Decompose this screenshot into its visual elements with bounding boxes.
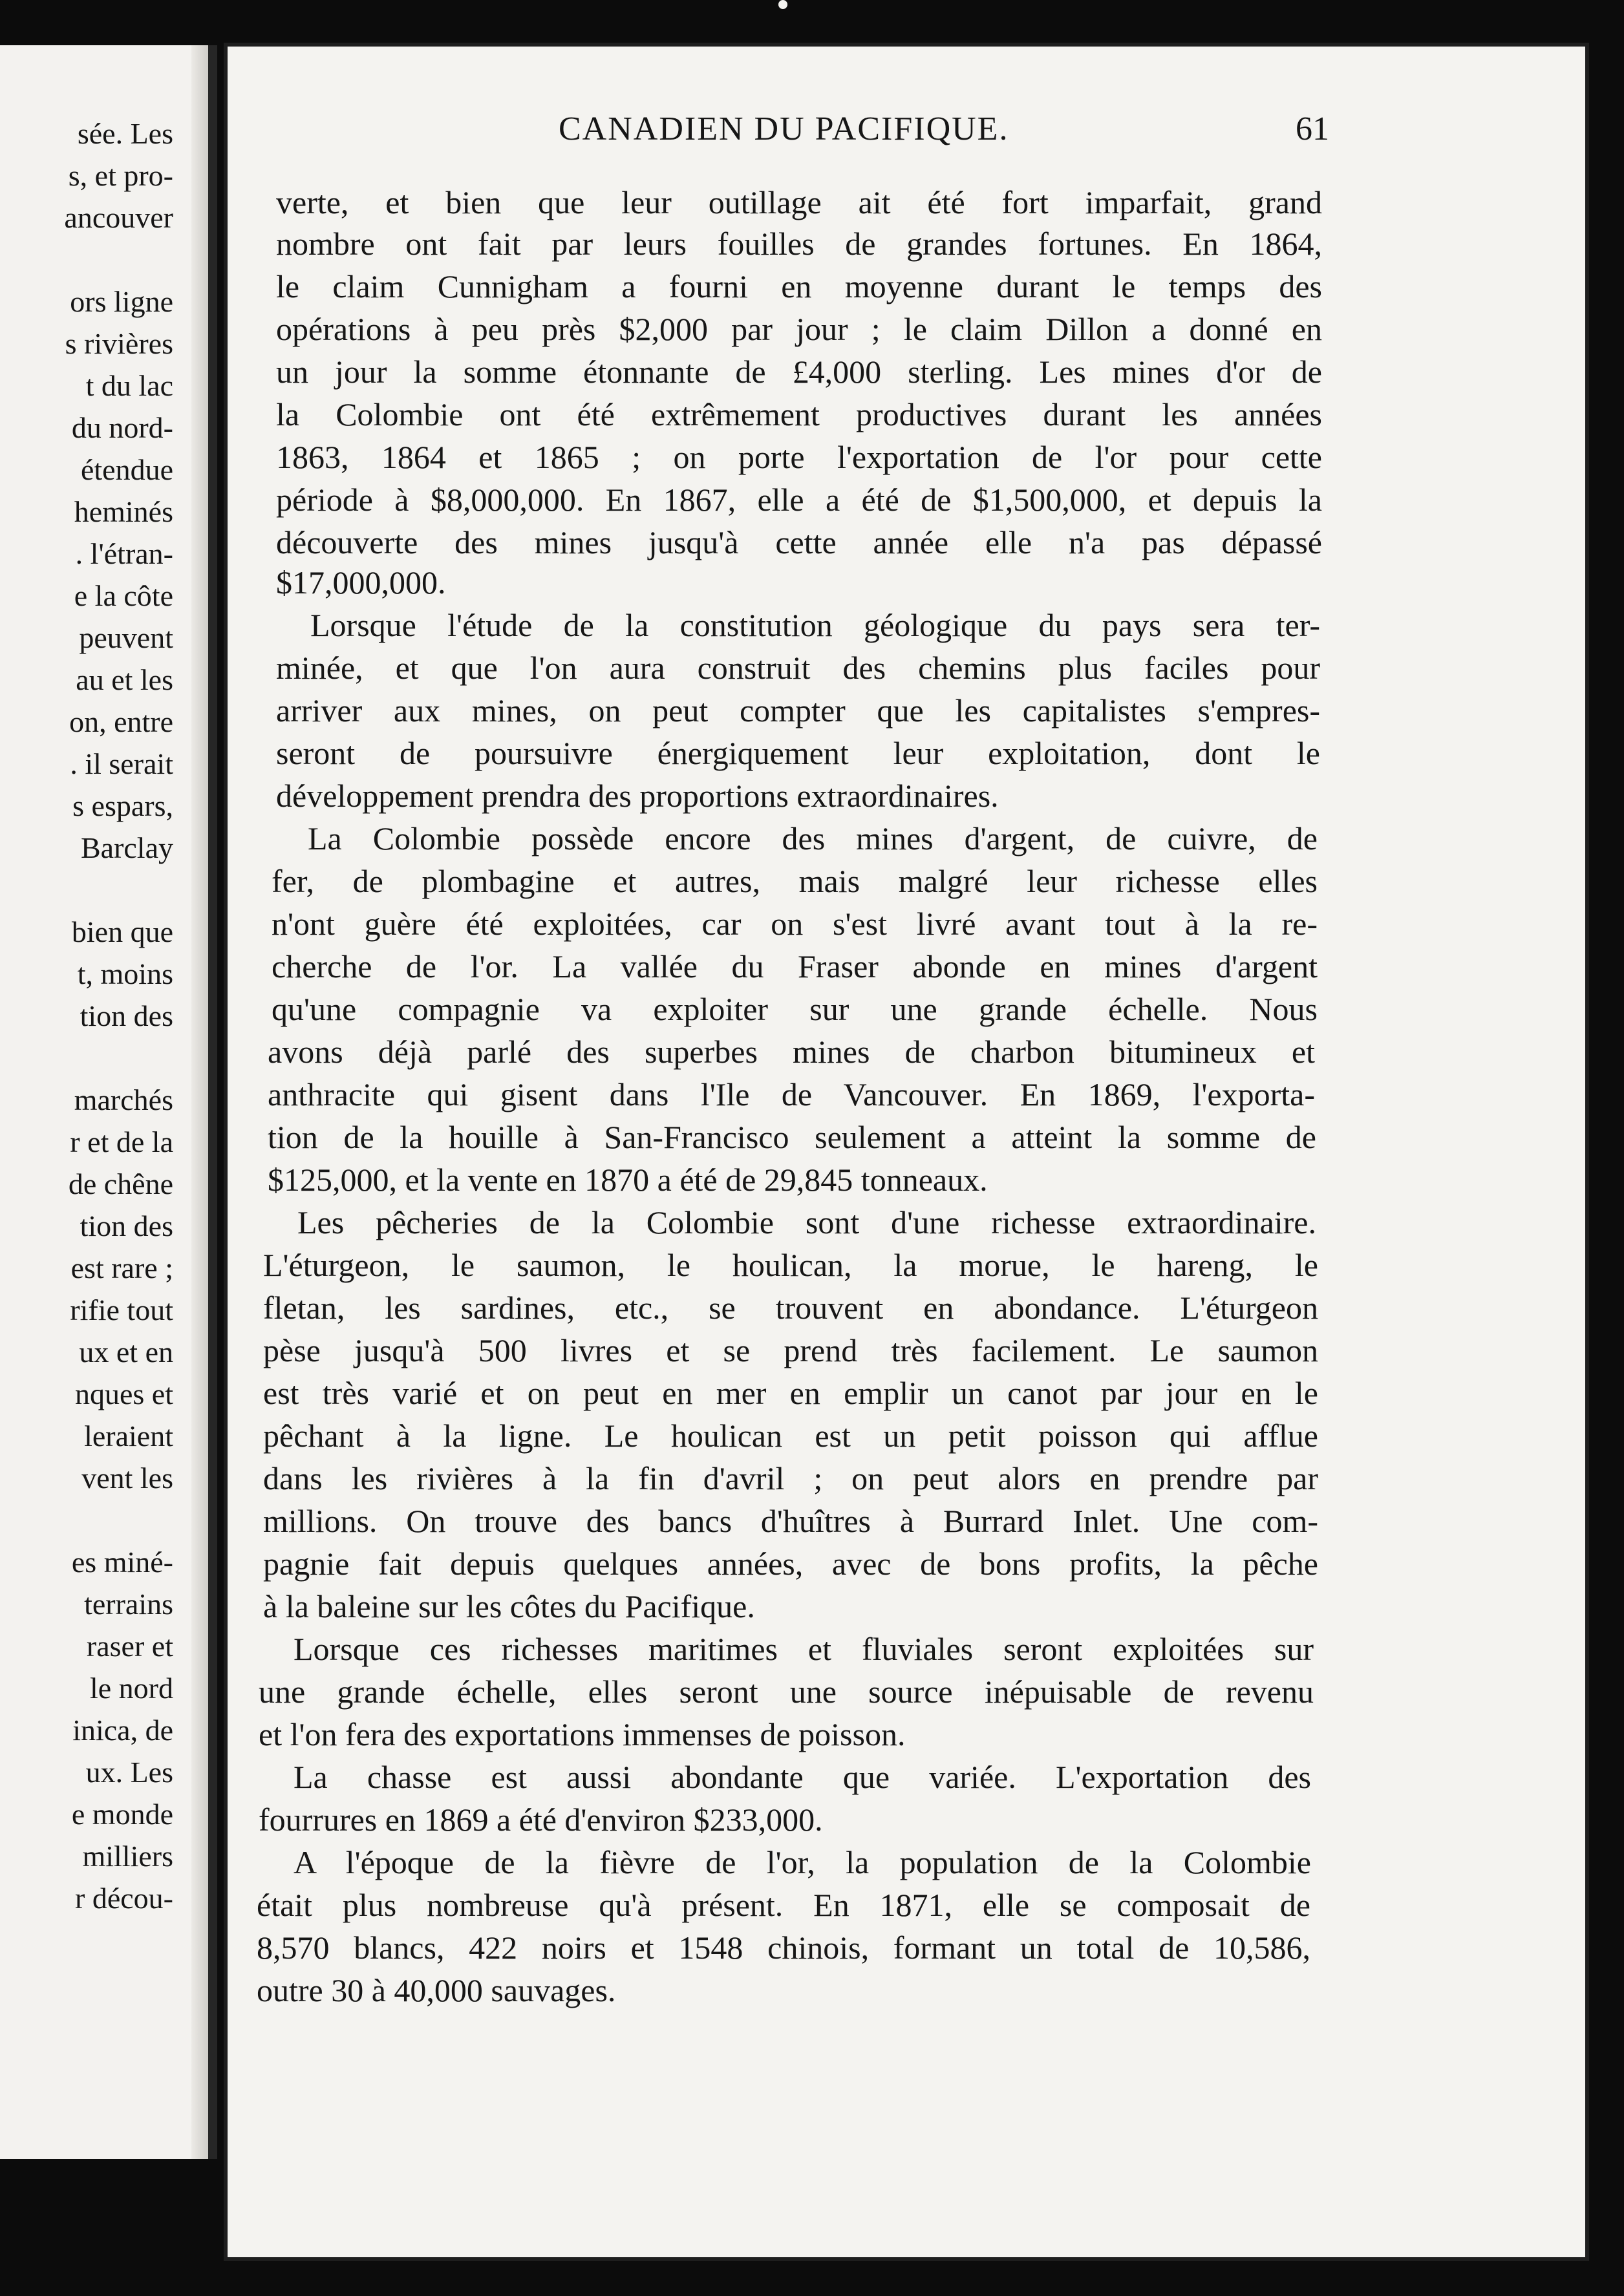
body-line: période à $8,000,000. En 1867, elle a été de $1,500,000, et depuis la [276,482,1322,518]
left-page-line: milliers [82,1840,173,1873]
left-page-line: rifie tout [70,1293,173,1326]
body-line: avons déjà parlé des superbes mines de charbon bitumineux et [268,1034,1315,1070]
left-page-line: r et de la [70,1125,173,1158]
body-line: $17,000,000. [276,564,446,601]
left-page-line: bien que [71,915,173,948]
body-line: pagnie fait depuis quelques années, avec de bons profits, la pêche [263,1546,1318,1582]
body-line: à la baleine sur les côtes du Pacifique. [263,1588,755,1624]
left-page-line: e la côte [74,579,173,612]
left-page-line: leraient [84,1419,173,1452]
body-line: dans les rivières à la fin d'avril ; on peut alors en prendre par [263,1460,1318,1496]
left-page-line: du nord- [71,411,173,444]
page-number: 61 [1296,111,1329,147]
left-page-line: r décou- [75,1882,173,1915]
left-page-line: étendue [80,453,173,486]
body-line: 8,570 blancs, 422 noirs et 1548 chinois, formant un total de 10,586, [257,1929,1310,1966]
body-line: cherche de l'or. La vallée du Fraser abonde en mines d'argent [272,948,1318,984]
left-page-line: . l'étran- [75,537,173,570]
left-page-line: terrains [84,1588,173,1621]
body-line: L'éturgeon, le saumon, le houlican, la morue, le hareng, le [263,1247,1318,1283]
body-line: A l'époque de la fièvre de l'or, la population de la Colombie [294,1844,1311,1880]
body-line: nombre ont fait par leurs fouilles de grandes fortunes. En 1864, [276,226,1322,262]
body-line: Lorsque ces richesses maritimes et fluviales seront exploitées sur [294,1631,1314,1667]
body-line: La chasse est aussi abondante que variée. L'exportation des [294,1759,1311,1795]
body-line: millions. On trouve des bancs d'huîtres à Burrard Inlet. Une com- [263,1503,1318,1539]
left-page-line: on, entre [69,705,173,738]
left-page-line: ancouver [64,201,173,234]
body-line: et l'on fera des exportations immenses de poisson. [259,1716,906,1752]
body-line: Lorsque l'étude de la constitution géologique du pays sera ter- [310,607,1320,643]
body-line: qu'une compagnie va exploiter sur une grande échelle. Nous [272,991,1318,1027]
left-page-line: e monde [71,1798,173,1831]
body-line: était plus nombreuse qu'à présent. En 1871, elle se composait de [257,1887,1310,1923]
left-page-line: marchés [74,1083,173,1116]
body-line: 1863, 1864 et 1865 ; on porte l'exportation de l'or pour cette [276,439,1322,475]
left-page-line: ux et en [79,1335,173,1368]
left-page-line: t, moins [77,957,173,990]
left-page-line: . il serait [70,747,173,780]
left-page-line: raser et [86,1630,173,1663]
left-page-line: ux. Les [85,1756,173,1789]
left-page-line: le nord [89,1672,173,1705]
left-page-line: s rivières [65,327,173,360]
left-page-line: sée. Les [77,117,173,150]
body-line: une grande échelle, elles seront une source inépuisable de revenu [259,1674,1314,1710]
body-line: $125,000, et la vente en 1870 a été de 29,845 tonneaux. [268,1162,988,1198]
body-line: découverte des mines jusqu'à cette année elle n'a pas dépassé [276,524,1322,560]
body-line: Les pêcheries de la Colombie sont d'une richesse extraordinaire. [297,1204,1316,1240]
left-page-line: t du lac [85,369,173,402]
body-line: opérations à peu près $2,000 par jour ; le claim Dillon a donné en [276,311,1322,347]
body-line: le claim Cunnigham a fourni en moyenne durant le temps des [276,268,1322,304]
body-line: développement prendra des proportions extraordinaires. [276,778,999,814]
body-line: tion de la houille à San-Francisco seulement a atteint la somme de [268,1119,1316,1155]
left-page-line: Barclay [80,831,173,864]
body-line: outre 30 à 40,000 sauvages. [257,1972,616,2008]
left-page-line: de chêne [68,1167,173,1200]
left-page-line: heminés [74,495,173,528]
left-page-line: ors ligne [70,285,173,318]
left-page-line: peuvent [79,621,173,654]
body-line: verte, et bien que leur outillage ait été fort imparfait, grand [276,184,1322,220]
body-line: seront de poursuivre énergiquement leur exploitation, dont le [276,735,1320,771]
body-line: arriver aux mines, on peut compter que les capitalistes s'empres- [276,692,1320,728]
left-facing-page [0,45,217,2159]
left-page-line: s espars, [72,789,173,822]
body-line: minée, et que l'on aura construit des chemins plus faciles pour [276,650,1320,686]
left-page-line: est rare ; [70,1251,173,1284]
left-page-line: tion des [80,1209,173,1242]
body-line: pêchant à la ligne. Le houlican est un petit poisson qui afflue [263,1418,1318,1454]
body-line: fer, de plombagine et autres, mais malgré leur richesse elles [272,863,1318,899]
body-line: fourrures en 1869 a été d'environ $233,000. [259,1802,823,1838]
left-page-line: s, et pro- [68,159,173,192]
body-line: fletan, les sardines, etc., se trouvent en abondance. L'éturgeon [263,1290,1318,1326]
page-content [228,47,1585,2257]
running-head: CANADIEN DU PACIFIQUE. [559,111,1009,147]
left-page-line: nques et [74,1377,173,1410]
book-page [228,47,1585,2257]
scan-speck [778,0,787,9]
page-fold-shadow [191,45,208,2159]
body-line: la Colombie ont été extrêmement productives durant les années [276,396,1322,432]
left-page-line: au et les [76,663,173,696]
left-page-line: es miné- [71,1546,173,1578]
left-page-line: tion des [80,999,173,1032]
body-line: est très varié et on peut en mer en emplir un canot par jour en le [263,1375,1318,1411]
left-page-line: vent les [81,1462,173,1494]
body-line: n'ont guère été exploitées, car on s'est livré avant tout à la re- [272,906,1318,942]
body-line: pèse jusqu'à 500 livres et se prend très facilement. Le saumon [263,1332,1318,1368]
body-line: anthracite qui gisent dans l'Ile de Vancouver. En 1869, l'exporta- [268,1076,1315,1112]
body-line: un jour la somme étonnante de £4,000 sterling. Les mines d'or de [276,354,1322,390]
left-page-line: inica, de [72,1714,173,1747]
body-line: La Colombie possède encore des mines d'argent, de cuivre, de [308,820,1318,856]
